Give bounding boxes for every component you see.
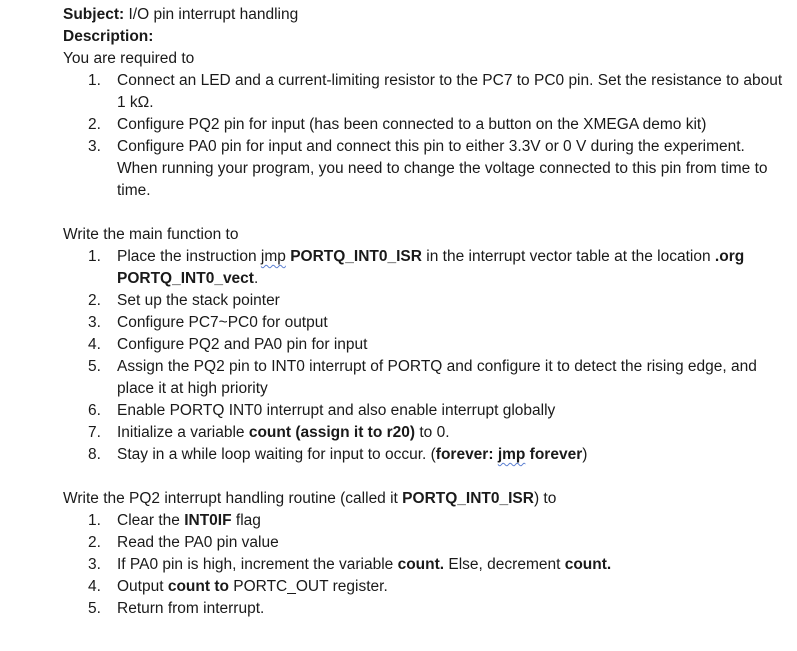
- subject-value: I/O pin interrupt handling: [128, 6, 299, 23]
- bold-text: .org PORTQ_INT0_vect: [117, 248, 745, 287]
- list-number: 3.: [88, 314, 101, 331]
- text-run: Read the PA0 pin value: [117, 534, 279, 551]
- list-number: 3.: [88, 138, 101, 155]
- list-number: 2.: [88, 116, 101, 133]
- text-run: ) to: [533, 490, 557, 507]
- bold-text: count to: [167, 578, 229, 595]
- bold-text: count.: [397, 556, 445, 573]
- spacer: [63, 466, 783, 488]
- text-run: Write the PQ2 interrupt handling routine (called it: [63, 490, 403, 507]
- list-number: 4.: [88, 578, 101, 595]
- text-run: to 0.: [415, 424, 450, 441]
- list-item: [63, 598, 783, 620]
- list-item: [63, 290, 783, 312]
- isr-steps-list: [63, 510, 783, 620]
- bold-text: forever:: [435, 446, 498, 463]
- spacer: [63, 202, 783, 224]
- text-run: Configure PQ2 and PA0 pin for input: [117, 336, 368, 353]
- list-item: [63, 576, 783, 598]
- text-run: Enable PORTQ INT0 interrupt and also enable interrupt globally: [117, 402, 556, 419]
- description-heading: [63, 26, 783, 48]
- list-item: [63, 70, 783, 114]
- main-steps-list: [63, 246, 783, 466]
- text-run: Output: [117, 578, 168, 595]
- description-label: Description:: [63, 28, 154, 45]
- list-item: [63, 444, 783, 466]
- text-run: flag: [231, 512, 261, 529]
- main-heading: Write the main function to: [63, 226, 239, 243]
- document-body: [63, 4, 783, 620]
- text-run: jmp: [260, 248, 286, 265]
- list-item: [63, 356, 783, 400]
- list-number: 2.: [88, 534, 101, 551]
- bold-text: count (assign it to r20): [248, 424, 416, 441]
- list-number: 1.: [88, 72, 101, 89]
- text-run: Assign the PQ2 pin to INT0 interrupt of PORTQ and configure it to detect the rising edge, and place it at high priority: [117, 358, 757, 397]
- text-run: Place the instruction: [117, 248, 261, 265]
- bold-text: forever: [525, 446, 583, 463]
- list-item: [63, 114, 783, 136]
- list-number: 8.: [88, 446, 101, 463]
- list-item: [63, 334, 783, 356]
- list-item: [63, 532, 783, 554]
- text-run: Return from interrupt.: [117, 600, 265, 617]
- list-item: [63, 554, 783, 576]
- requirements-list: [63, 70, 783, 202]
- list-number: 7.: [88, 424, 101, 441]
- list-item: [63, 312, 783, 334]
- list-item: [63, 510, 783, 532]
- list-item: [63, 422, 783, 444]
- subject-label: Subject:: [63, 6, 125, 23]
- text-run: Configure PA0 pin for input and connect this pin to either 3.3V or 0 V during the experiment. When running your program, you need to change the voltage connected to this pin from time to time.: [117, 138, 768, 199]
- list-number: 5.: [88, 358, 101, 375]
- isr-heading: [63, 488, 783, 510]
- text-run: Clear the: [117, 512, 185, 529]
- list-number: 4.: [88, 336, 101, 353]
- list-item: [63, 400, 783, 422]
- text-run: .: [253, 270, 259, 287]
- bold-text: INT0IF: [184, 512, 232, 529]
- text-run: in the interrupt vector table at the location: [421, 248, 715, 265]
- bold-text: jmp: [497, 446, 526, 463]
- text-run: Set up the stack pointer: [117, 292, 280, 309]
- text-run: ): [582, 446, 588, 463]
- list-number: 6.: [88, 402, 101, 419]
- bold-text: PORTQ_INT0_ISR: [402, 490, 534, 507]
- text-run: Configure PC7~PC0 for output: [117, 314, 328, 331]
- text-run: Configure PQ2 pin for input (has been connected to a button on the XMEGA demo kit): [117, 116, 707, 133]
- text-run: Initialize a variable: [117, 424, 249, 441]
- list-number: 1.: [88, 248, 101, 265]
- list-number: 1.: [88, 512, 101, 529]
- subject-line: [63, 4, 783, 26]
- text-run: Else, decrement: [444, 556, 565, 573]
- list-number: 5.: [88, 600, 101, 617]
- bold-text: count.: [564, 556, 612, 573]
- text-run: Connect an LED and a current-limiting resistor to the PC7 to PC0 pin. Set the resistance to about 1 kΩ.: [117, 72, 783, 111]
- intro-text: You are required to: [63, 50, 195, 67]
- text-run: Stay in a while loop waiting for input to occur. (: [117, 446, 436, 463]
- list-item: [63, 246, 783, 290]
- text-run: If PA0 pin is high, increment the variable: [117, 556, 398, 573]
- list-item: [63, 136, 783, 202]
- list-number: 2.: [88, 292, 101, 309]
- text-run: PORTC_OUT register.: [228, 578, 388, 595]
- bold-text: PORTQ_INT0_ISR: [290, 248, 422, 265]
- list-number: 3.: [88, 556, 101, 573]
